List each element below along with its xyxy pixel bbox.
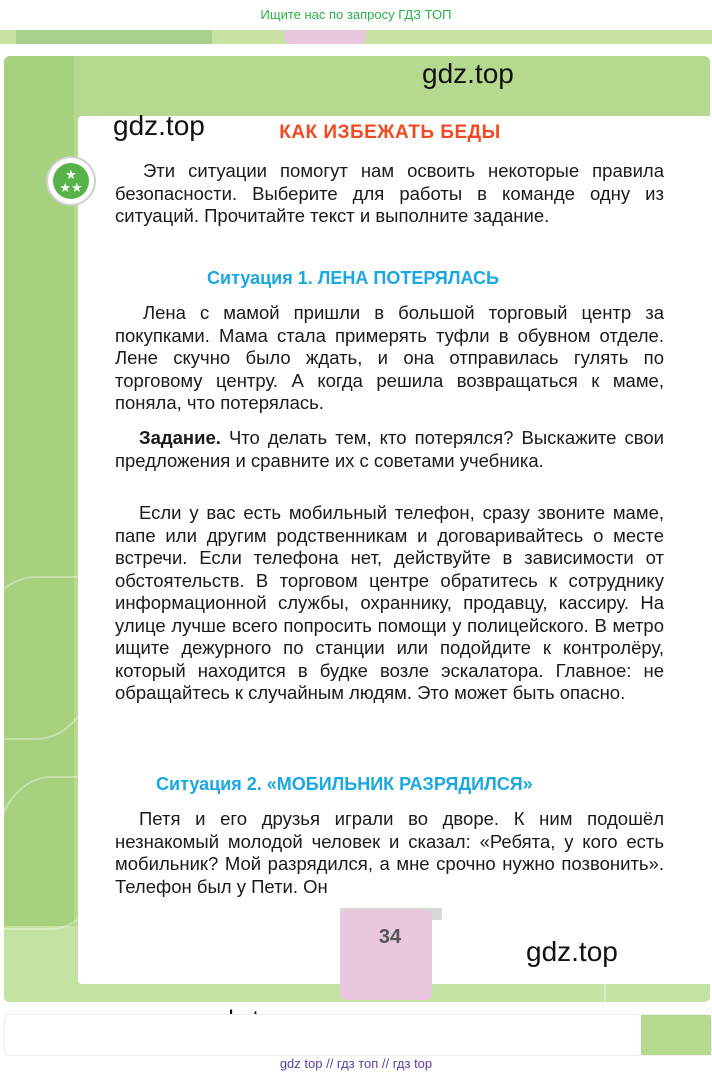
situation1-heading: Ситуация 1. ЛЕНА ПОТЕРЯЛАСЬ — [207, 268, 499, 288]
next-page-margin — [641, 1015, 711, 1055]
task-label: Задание. — [139, 427, 221, 448]
situation2-heading: Ситуация 2. «МОБИЛЬНИК РАЗРЯДИЛСЯ» — [156, 774, 533, 794]
watermark: gdz.top — [422, 58, 514, 89]
watermark: gdz.top — [113, 110, 205, 141]
intro-paragraph: Эти ситуации помогут нам освоить некоторые правила безопасности. Выберите для работы в команде одну из ситуаций. Прочитайте текст и выполните задание. — [115, 160, 664, 226]
strip-shade — [16, 30, 212, 44]
three-stars-icon — [48, 158, 94, 204]
top-banner[interactable]: Ищите нас по запросу ГДЗ ТОП — [260, 7, 452, 22]
task-text: Что делать тем, кто потерялся? Выскажите свои предложения и сравните их с советами учебника. — [115, 427, 665, 471]
top-page-strip — [0, 30, 712, 44]
next-page-card — [4, 1014, 712, 1056]
page-title: КАК ИЗБЕЖАТЬ БЕДЫ — [279, 122, 501, 143]
watermark: gdz.top — [526, 936, 618, 967]
situation2-text: Петя и его друзья играли во дворе. К ним подошёл незнакомый молодой человек и сказал: «Ребята, у кого есть мобильник? Мой разрядился, а мне срочно нужно позвонить». Телефон был у Пети. Он — [115, 808, 664, 897]
page-number-tab — [340, 910, 432, 1000]
strip-tab — [284, 30, 366, 44]
footer-links[interactable]: gdz top // гдз топ // гдз top — [279, 1056, 433, 1071]
page-number: 34 — [378, 926, 402, 948]
situation1-text: Лена с мамой пришли в большой торговый центр за покупками. Мама стала примерять туфли в обувном отделе. Лене скучно было ждать, и она отправилась гулять по торговому центру. А когда решила возвращаться к маме, поняла, что потерялась. — [115, 302, 664, 413]
star-icon: ★ ★★ — [53, 163, 89, 199]
advice-paragraph: Если у вас есть мобильный телефон, сразу звоните маме, папе или другим родственникам и договаривайтесь о месте встречи. Если телефона нет, действуйте в зависимости от обстоятельств. В торговом центре обратитесь к сотруднику информационной службы, охраннику, продавцу, кассиру. На улице лучше всего попросить помощи у полицейского. В метро ищите дежурного по станции или подойдите к контролёру, который находится в будке возле эскалатора. Главное: не обращайтесь к случайным людям. Это может быть опасно. — [115, 502, 664, 703]
task-paragraph — [115, 427, 664, 472]
